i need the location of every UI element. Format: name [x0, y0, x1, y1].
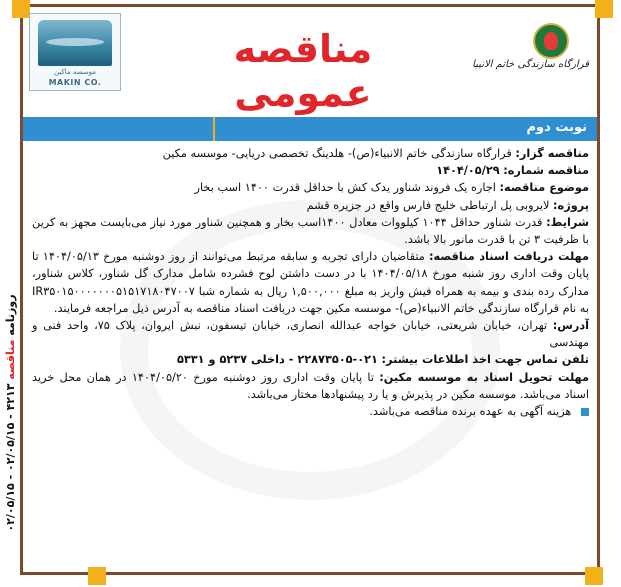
tender-documents-deadline [32, 248, 589, 317]
corner-ornament [585, 567, 603, 585]
label: مهلت تحویل اسناد به موسسه مکین: [379, 370, 590, 384]
label: مناقصه گزار: [515, 147, 589, 160]
page-title: مناقصه عمومی [233, 27, 373, 115]
emblem-icon [533, 23, 569, 59]
tender-delivery-deadline [32, 369, 589, 403]
value: قرارگاه سازندگی خاتم الانبیاء(ص)- هلدینگ تخصصی دریایی- موسسه مکین [162, 147, 512, 160]
newspaper-prefix: روزنامه [4, 294, 17, 336]
value: ۱۴۰۴/۰۵/۲۹ [436, 164, 500, 178]
corner-ornament [595, 0, 613, 18]
bullet-icon [581, 408, 589, 416]
label: مناقصه شماره: [503, 164, 589, 178]
value: اجاره یک فروند شناور یدک کش با حداقل قدرت ۱۴۰۰ اسب بخار [194, 181, 496, 195]
label: آدرس: [552, 319, 590, 333]
tender-number [32, 162, 589, 179]
makin-logo [29, 13, 121, 91]
value: ۰۲۱-۲۲۸۷۳۵۰۵ - داخلی ۵۲۳۷ و ۵۳۳۱ [176, 353, 378, 367]
bar-stripe [23, 117, 215, 141]
label: تلفن تماس جهت اخذ اطلاعات بیشتر: [381, 353, 589, 367]
tender-phone [32, 351, 589, 368]
value: تا پایان وقت اداری روز دوشنبه مورخ ۱۴۰۴/۰۵/۲۰ در همان محل خرید اسناد می‌باشد. موسسه مکین در پذیرش و یا رد پیشنهادها مختار می‌باشد. [32, 370, 589, 401]
value: لایروبی پل ارتباطی خلیج فارس واقع در جزیره قشم [306, 198, 550, 212]
value: هزینه آگهی به عهده برنده مناقصه می‌باشد. [369, 405, 572, 419]
tender-subject [32, 179, 589, 196]
newspaper-caption [4, 263, 20, 563]
label: موضوع مناقصه: [499, 181, 589, 195]
tender-body [32, 145, 589, 540]
label: شرایط: [546, 215, 589, 229]
makin-logo-text-en: MAKIN CO. [48, 78, 102, 87]
value: تهران، خیابان شریعتی، خیابان خواجه عبدالله انصاری، خیابان تیسفون، نبش ایروان، پلاک ۷۵، واحد فنی و مهندسی [32, 319, 589, 350]
round-label: نوبت دوم [526, 120, 587, 135]
tender-address [32, 317, 589, 351]
corner-ornament [88, 567, 106, 585]
tender-conditions [32, 214, 589, 248]
round-bar [23, 117, 597, 141]
label: پروژه: [553, 198, 589, 212]
newspaper-brand: مناقصه [4, 339, 17, 380]
label: مهلت دریافت اسناد مناقصه: [428, 250, 590, 264]
value: متقاضیان دارای تجربه و سابقه مرتبط می‌توانند از روز دوشنبه مورخ ۱۴۰۴/۰۵/۱۳ تا پایان وقت اداری روز شنبه مورخ ۱۴۰۴/۰۵/۱۸ با در دست داشتن لوح فشرده شامل مدارک گل شناور، کلاس شناور، مدارک رده بندی و بیمه به همراه فیش واریز به مبلغ ۱,۵۰۰,۰۰۰ ریال به شماره شبا IR۳۵۰۱۵۰۰۰۰۰۰۰۵۱۵۱۷۱۸۰۴۷۰۰۷ به نام قرارگاه سازندگی خاتم الانبیاء(ص)- موسسه مکین جهت دریافت اسناد مناقصه به آدرس ذیل مراجعه فرمایند. [32, 250, 589, 315]
tender-organizer [32, 145, 589, 162]
newspaper-strip [2, 255, 18, 570]
newspaper-issue: ۴۲۱۳ - ۰۲/۰۵/۱۵ - ۰۲/۰۵/۱۵ [4, 383, 17, 532]
makin-logo-icon [38, 20, 112, 66]
makin-logo-text-fa: موسسه ماکین [53, 68, 97, 76]
khatam-logo-text: قرارگاه سازندگی خاتم الانبیا [472, 59, 589, 70]
value: قدرت شناور حداقل ۱۰۴۴ کیلووات معادل ۱۴۰۰اسب بخار و همچنین شناور مورد نیاز می‌بایست مجهز به کرین با ظرفیت ۳ تن با قدرت مانور بالا باشد. [32, 215, 589, 247]
header [23, 7, 597, 115]
tender-fee-note [32, 403, 589, 420]
khatam-logo [439, 17, 589, 87]
tender-project [32, 197, 589, 214]
